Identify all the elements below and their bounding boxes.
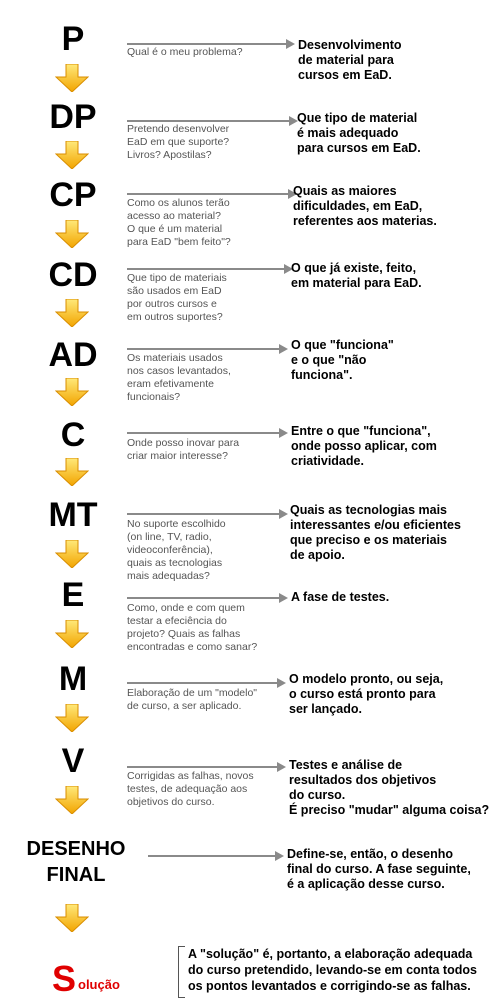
down-arrow-icon — [55, 540, 89, 568]
connector-head-p — [286, 39, 295, 49]
step-label-desenho-final: DESENHO FINAL — [26, 838, 126, 886]
down-arrow-icon — [55, 904, 89, 932]
connector-head-ad — [279, 344, 288, 354]
question-p: Qual é o meu problema? — [127, 46, 243, 58]
connector-head-desenho-final — [275, 851, 284, 861]
down-arrow-icon — [55, 704, 89, 732]
step-label-e: E — [61, 576, 85, 614]
connector-cd — [127, 268, 285, 270]
question-cp: Como os alunos terão acesso ao material? O que é um material para EaD "bem feito"? — [127, 197, 231, 248]
down-arrow-icon — [55, 141, 89, 169]
connector-m — [127, 682, 278, 684]
answer-p: Desenvolvimento de material para cursos em EaD. — [298, 38, 402, 82]
question-e: Como, onde e com quem testar a efeciência do projeto? Quais as falhas encontradas e como sanar? — [127, 602, 258, 653]
connector-mt — [127, 513, 280, 515]
connector-head-c — [279, 428, 288, 438]
down-arrow-icon — [55, 620, 89, 648]
step-label-mt: MT — [48, 496, 98, 534]
solution-label: olução — [78, 977, 120, 992]
answer-ad: O que "funciona" e o que "não funciona". — [291, 338, 394, 382]
step-label-m: M — [58, 660, 88, 698]
connector-dp — [127, 120, 290, 122]
answer-m: O modelo pronto, ou seja, o curso está pronto para ser lançado. — [289, 672, 444, 716]
answer-desenho-final: Define-se, então, o desenho final do curso. A fase seguinte, é a aplicação desse curso. — [287, 847, 471, 891]
connector-c — [127, 432, 280, 434]
question-m: Elaboração de um "modelo" de curso, a ser aplicado. — [127, 687, 258, 712]
step-label-p: P — [61, 20, 85, 58]
connector-head-e — [279, 593, 288, 603]
down-arrow-icon — [55, 64, 89, 92]
down-arrow-icon — [55, 378, 89, 406]
step-label-dp: DP — [49, 98, 97, 136]
solution-bracket — [178, 946, 185, 998]
answer-mt: Quais as tecnologias mais interessantes e/ou eficientes que preciso e os materiais de apoio. — [290, 503, 461, 562]
question-v: Corrigidas as falhas, novos testes, de adequação aos objetivos do curso. — [127, 770, 254, 808]
step-label-ad: AD — [48, 336, 98, 374]
answer-v: Testes e análise de resultados dos objetivos do curso. É preciso "mudar" alguma coisa? — [289, 758, 490, 817]
connector-head-m — [277, 678, 286, 688]
step-label-c: C — [60, 416, 86, 454]
connector-ad — [127, 348, 280, 350]
answer-dp: Que tipo de material é mais adequado para cursos em EaD. — [297, 111, 421, 155]
down-arrow-icon — [55, 299, 89, 327]
down-arrow-icon — [55, 458, 89, 486]
down-arrow-icon — [55, 220, 89, 248]
step-label-cp: CP — [49, 176, 97, 214]
answer-cd: O que já existe, feito, em material para EaD. — [291, 261, 422, 290]
question-dp: Pretendo desenvolver EaD em que suporte? Livros? Apostilas? — [127, 123, 230, 161]
step-label-cd: CD — [48, 256, 98, 294]
connector-cp — [127, 193, 289, 195]
solution-text: A "solução" é, portanto, a elaboração adequada do curso pretendido, levando-se em conta todos os pontos levantados e corrigindo-se as falhas. — [188, 947, 477, 993]
solution-initial: S — [52, 958, 77, 999]
down-arrow-icon — [55, 786, 89, 814]
answer-c: Entre o que "funciona", onde posso aplicar, com criatividade. — [291, 424, 437, 468]
answer-e: A fase de testes. — [291, 590, 390, 604]
answer-cp: Quais as maiores dificuldades, em EaD, referentes aos materias. — [293, 184, 437, 228]
question-cd: Que tipo de materiais são usados em EaD por outros cursos e em outros suportes? — [127, 272, 227, 323]
connector-desenho-final — [148, 855, 276, 857]
question-mt: No suporte escolhido (on line, TV, radio, videoconferência), quais as tecnologias mais adequadas? — [127, 518, 226, 582]
step-label-v: V — [61, 742, 85, 780]
connector-head-mt — [279, 509, 288, 519]
connector-head-v — [277, 762, 286, 772]
question-c: Onde posso inovar para criar maior interesse? — [127, 437, 240, 462]
connector-v — [127, 766, 278, 768]
question-ad: Os materiais usados nos casos levantados, eram efetivamente funcionais? — [127, 352, 231, 403]
connector-e — [127, 597, 280, 599]
connector-p — [127, 43, 287, 45]
